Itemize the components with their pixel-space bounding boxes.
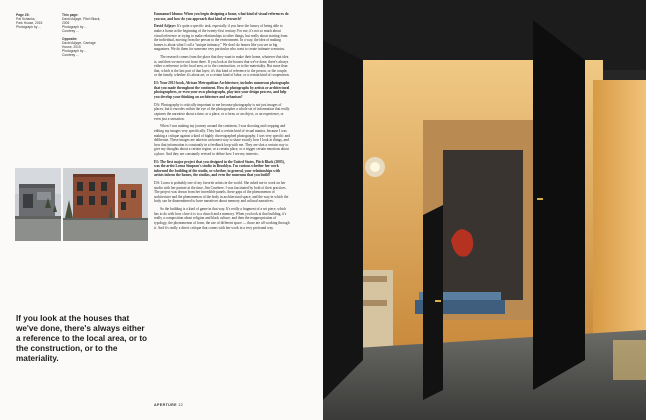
caption-left-line: Pat Schanks, xyxy=(16,17,36,22)
question-3: EI: The first major project that you designed in the United States, Pitch Black (2005), was the artist Lorna Simpson's studio in Brooklyn. I'm curious whether her work informed the building of the studio, or whether, in general, your relationships with artists inform the homes, the studios, and even the museums that you build? xyxy=(154,159,285,178)
caption-left xyxy=(16,13,56,29)
caption-opposite-line: Photograph by ... xyxy=(62,49,88,54)
right-page xyxy=(323,0,646,420)
carriage-house-image xyxy=(63,168,148,241)
caption-opposite-line: House, 2015 xyxy=(62,45,81,50)
answer-1-text: It's quite a specific task, especially if you have the luxury of being able to make a home at the beginning of the twenty-first century. For me, it's not so much about visual reference or trying to make relationships to other things, but really about starting from the individual, moving from the person to the environment. In a way, the idea of making homes is about what I call a "unique intimacy." We don't do homes like you see in big magazines. We do them for someone very particular who want to create intimate scenarios. xyxy=(154,24,288,52)
caption-right xyxy=(62,13,106,33)
photo-park-house xyxy=(15,168,61,241)
answer-3: DA: Lorna is probably one of my favorite artists in the world. She asked me to work on her studio with her partner at the time, Jim Casebere. I was fascinated by both of their practices. The project was drawn from her incredible panels, these gaps of the phenomenon of architecture and the phenomenon of the body in architectural space, and the way in which the body can be dismembered to have narratives about memory and cultural narratives. xyxy=(154,181,289,204)
caption-opposite-title: Opposite: xyxy=(62,37,78,41)
caption-opposite xyxy=(62,37,106,57)
folio-page: 32 xyxy=(178,403,184,407)
answer-2b: When I was making my journey around the continent, I was shooting and cropping and editing my images very specifically. They had a certain kind of visual mantra, because I was making a critique against a kind of highly choreographed photography. I was very specific and deliberate. These images are taken in an honest way to share exactly how I look at things, and how that information is constantly in a feedback loop with me. They are shot a certain way to give my thoughts about a certain region, or a certain place, or a trigger certain emotions about a place. And they are constantly revised to define how I see my interests. xyxy=(154,124,290,156)
answer-2: DA: Photography is critically important to me because photography is not just images of places, but it encodes within the eye of the photographer a whole set of information that really captures the narrative about a time, or a place, or a form, or an object, or an experience, or even just a sensation. xyxy=(154,102,290,121)
caption-left-line: Photograph by ... xyxy=(16,25,42,30)
caption-right-line: 2005 xyxy=(62,21,70,26)
studio-interior-photo xyxy=(323,0,646,420)
park-house-image xyxy=(15,168,61,241)
folio xyxy=(154,403,183,407)
answer-3b: So the building is a kind of game in that way. It's really a fragment of a set piece, which has to do with how close it is to a church and a memory. When you look at that building, it's really a composition about religion and black culture, and then the reappropriation of typology, the phenomenon of form, the use of different space — those are all working through it. And it's really a direct critique that comes with her work in a very profound way. xyxy=(154,207,290,230)
answer-1 xyxy=(154,24,290,51)
question-1: Emmanuel Iduma: When you begin designing a home, what kind of visual references do you use, and how do you approach that kind of research? xyxy=(154,12,289,21)
answer-1b: The research comes from the place that they want to make their home, whatever that idea is, and then we move out from there. If you look at the houses that we've done, there's always either a reference to the local area, or to the construction, or to the materiality. But more than that, which is the last part of that layer, it's this kind of reference to the person, or the couple, or the family, whether it's about art, or a certain kind of labor, or a certain kind of cooperation. xyxy=(154,55,290,78)
caption-right-line: Courtesy ... xyxy=(62,29,79,34)
photo-carriage-house xyxy=(63,168,148,241)
caption-opposite-line: David Adjaye, Carriage xyxy=(62,41,96,46)
caption-right-line: Photograph by ... xyxy=(62,25,88,30)
caption-left-line: Park House, 2015 xyxy=(16,21,43,26)
caption-right-line: David Adjaye, Pitch Black, xyxy=(62,17,101,22)
caption-right-title: This page: xyxy=(62,13,79,17)
answer-1-speaker: David Adjaye: xyxy=(154,24,177,29)
caption-opposite-line: Courtesy ... xyxy=(62,53,79,58)
folio-label: APERTURE xyxy=(154,403,177,407)
pull-quote: If you look at the houses that we've done, there's always either a reference to the local area, or to the construction, or to the materiality. xyxy=(16,314,148,363)
article-body xyxy=(154,12,290,233)
caption-left-title: Page 25: xyxy=(16,13,30,17)
question-2: EI: Your 2015 book, African Metropolitan Architecture, includes numerous photographs that you made throughout the continent. How do photographs by artists or architectural photographers, or even your own photographs, play into your design process, and help you develop your thinking on architecture and urbanism? xyxy=(154,81,290,99)
